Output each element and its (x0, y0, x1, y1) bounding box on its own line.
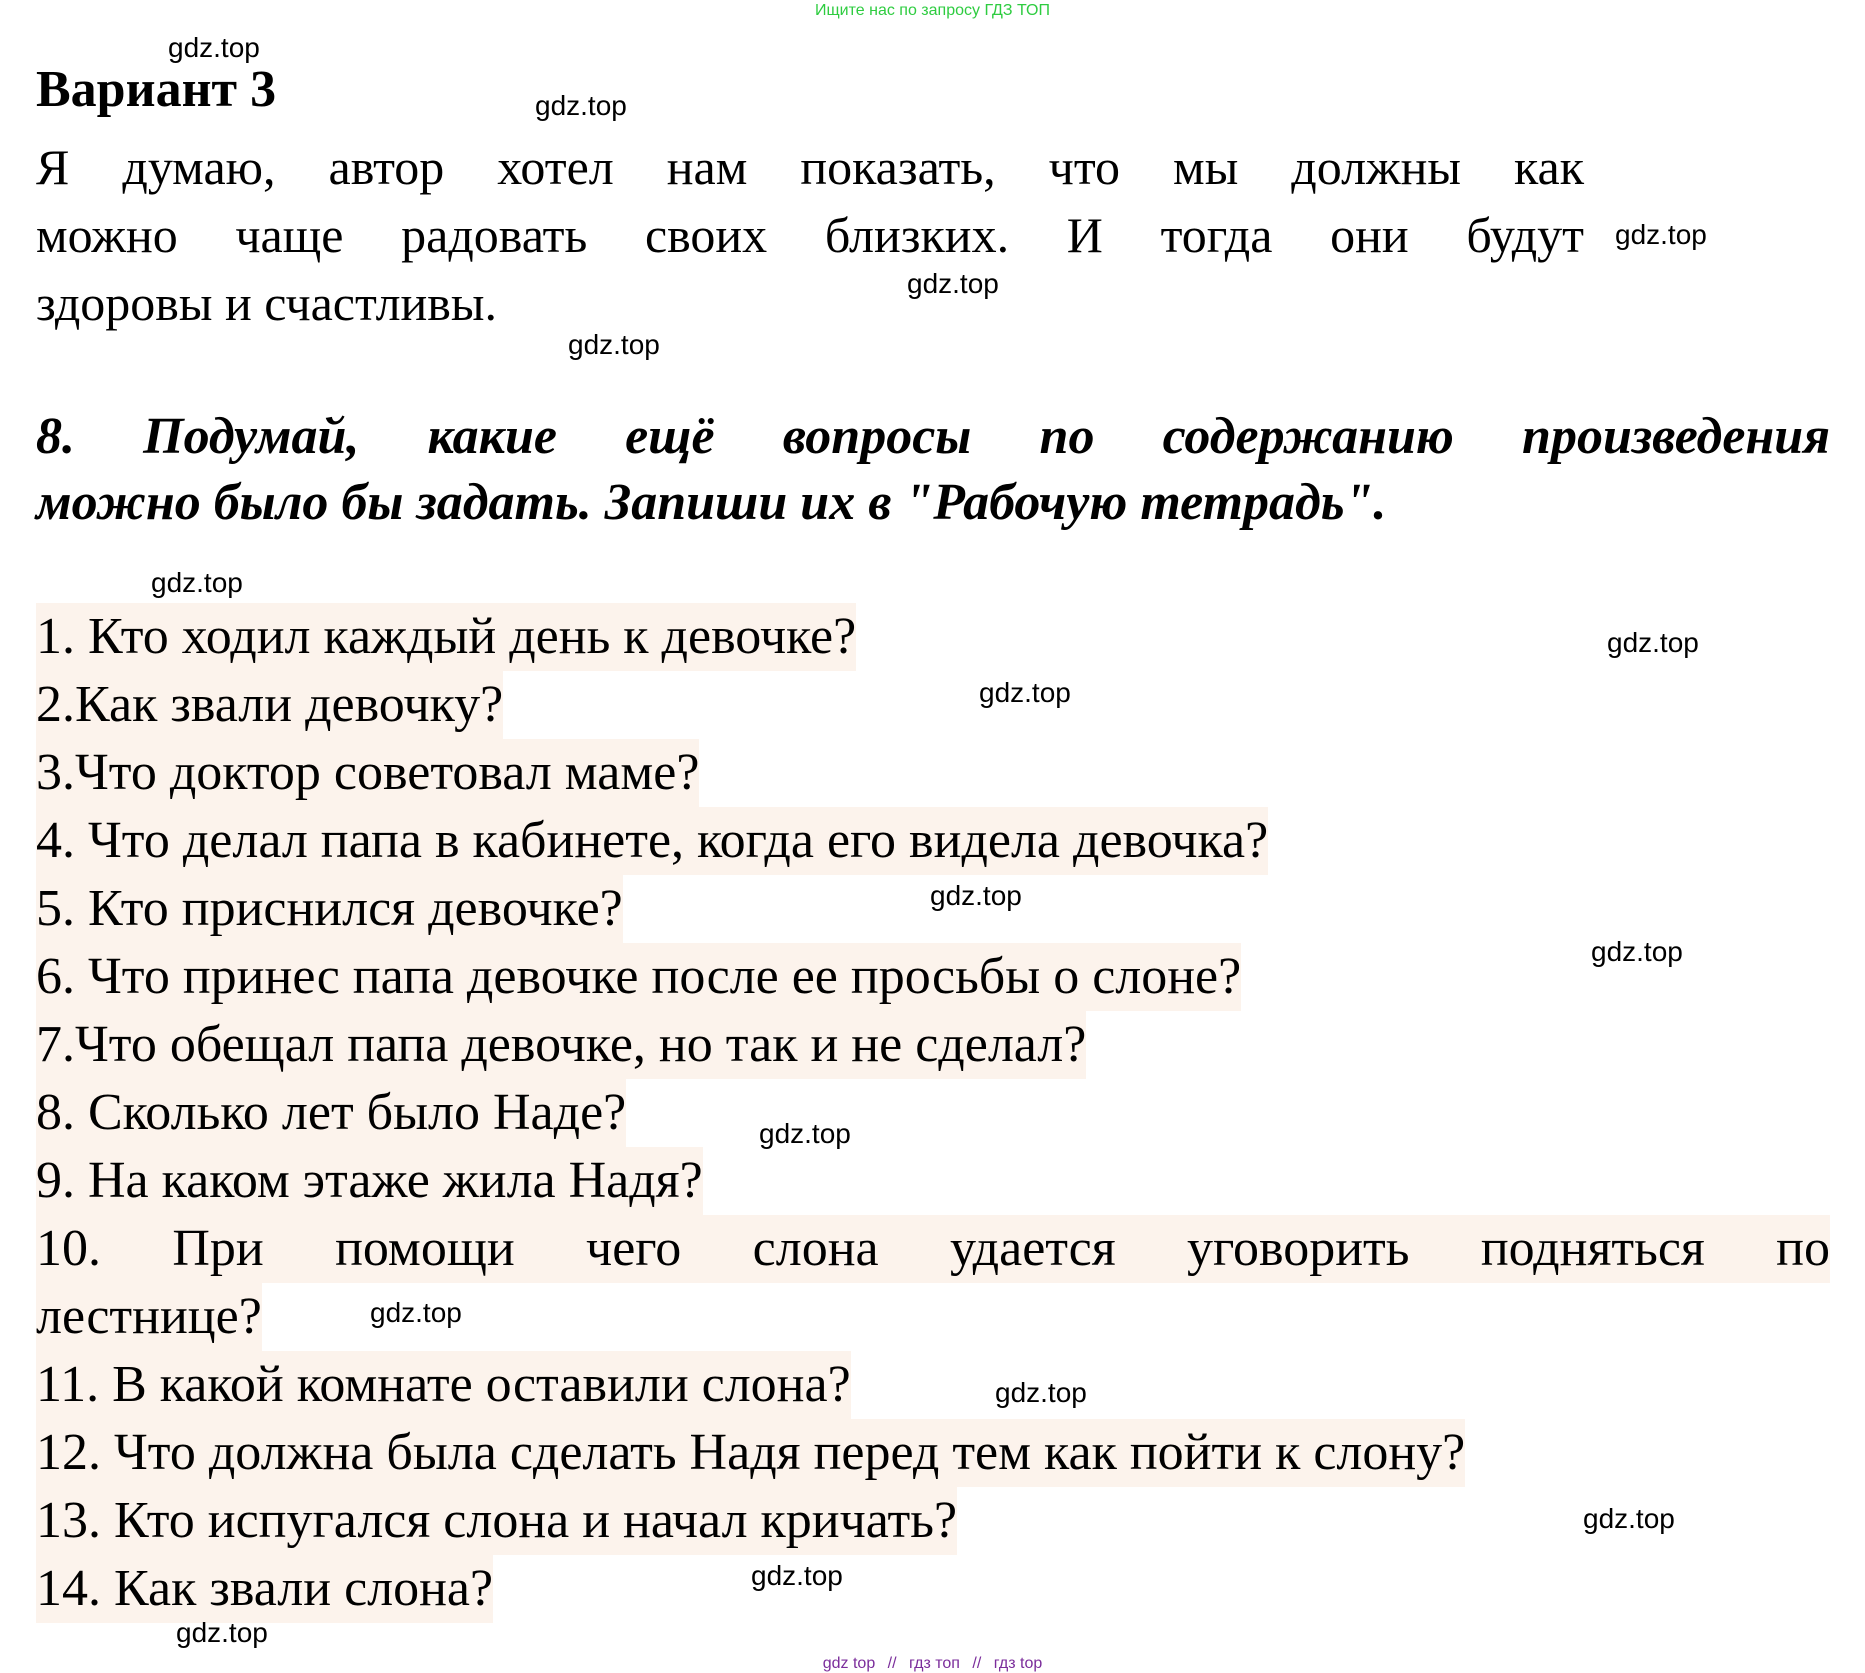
footer-links (0, 1655, 1865, 1673)
question-text: 3.Что доктор советовал маме? (36, 739, 699, 807)
question-text: 7.Что обещал папа девочке, но так и не сделал? (36, 1011, 1086, 1079)
list-item (36, 1555, 1830, 1623)
watermark: gdz.top (370, 1297, 462, 1328)
question-text-continued: лестнице? (36, 1283, 262, 1351)
list-item (36, 1079, 1830, 1147)
question-text: 10. При помощи чего слона удается уговорить подняться по (36, 1215, 1830, 1283)
question-text: 5. Кто приснился девочке? (36, 875, 623, 943)
question-text: 8. Сколько лет было Наде? (36, 1079, 626, 1147)
footer-separator: // (972, 1655, 982, 1672)
list-item (36, 1011, 1830, 1079)
question-text: 4. Что делал папа в кабинете, когда его видела девочка? (36, 807, 1268, 875)
question-text: 11. В какой комнате оставили слона? (36, 1351, 851, 1419)
question-text: 14. Как звали слона? (36, 1555, 493, 1623)
watermark: gdz.top (1615, 219, 1707, 250)
list-item (36, 603, 1830, 671)
watermark: gdz.top (907, 268, 999, 299)
task-line: можно было бы задать. Запиши их в "Рабочую тетрадь". (36, 474, 1387, 531)
list-item (36, 1419, 1830, 1487)
watermark: gdz.top (995, 1377, 1087, 1408)
question-text: 9. На каком этаже жила Надя? (36, 1147, 703, 1215)
question-text: 2.Как звали девочку? (36, 671, 503, 739)
watermark: gdz.top (751, 1560, 843, 1591)
search-banner: Ищите нас по запросу ГДЗ ТОП (815, 2, 1050, 19)
answer-line: здоровы и счастливы. (36, 275, 497, 331)
watermark: gdz.top (930, 880, 1022, 911)
list-item (36, 807, 1830, 875)
list-item (36, 943, 1830, 1011)
watermark: gdz.top (1607, 627, 1699, 658)
footer-link[interactable]: гдз top (993, 1655, 1043, 1672)
watermark: gdz.top (1591, 936, 1683, 967)
watermark: gdz.top (1583, 1503, 1675, 1534)
answer-paragraph (36, 133, 1584, 337)
list-item (36, 739, 1830, 807)
watermark: gdz.top (759, 1118, 851, 1149)
task-line: 8. Подумай, какие ещё вопросы по содержанию произведения (36, 408, 1830, 465)
watermark: gdz.top (535, 90, 627, 121)
list-item (36, 1215, 1830, 1283)
question-text: 1. Кто ходил каждый день к девочке? (36, 603, 856, 671)
list-item (36, 1283, 1830, 1351)
list-item (36, 1351, 1830, 1419)
question-text: 6. Что принес папа девочке после ее просьбы о слоне? (36, 943, 1241, 1011)
list-item (36, 1487, 1830, 1555)
answer-line: Я думаю, автор хотел нам показать, что мы должны как (36, 139, 1584, 195)
list-item (36, 1147, 1830, 1215)
variant-heading: Вариант 3 (36, 61, 277, 118)
list-item (36, 671, 1830, 739)
answer-line: можно чаще радовать своих близких. И тогда они будут (36, 207, 1584, 263)
question-text: 12. Что должна была сделать Надя перед тем как пойти к слону? (36, 1419, 1465, 1487)
watermark: gdz.top (151, 567, 243, 598)
task-statement (36, 404, 1830, 536)
watermark: gdz.top (979, 677, 1071, 708)
question-list (36, 603, 1830, 1623)
watermark: gdz.top (568, 329, 660, 360)
question-text: 13. Кто испугался слона и начал кричать? (36, 1487, 957, 1555)
footer-link[interactable]: gdz top (822, 1655, 876, 1672)
watermark: gdz.top (168, 32, 260, 63)
watermark: gdz.top (176, 1617, 268, 1648)
footer-separator: // (887, 1655, 897, 1672)
footer-link[interactable]: гдз топ (909, 1655, 960, 1672)
